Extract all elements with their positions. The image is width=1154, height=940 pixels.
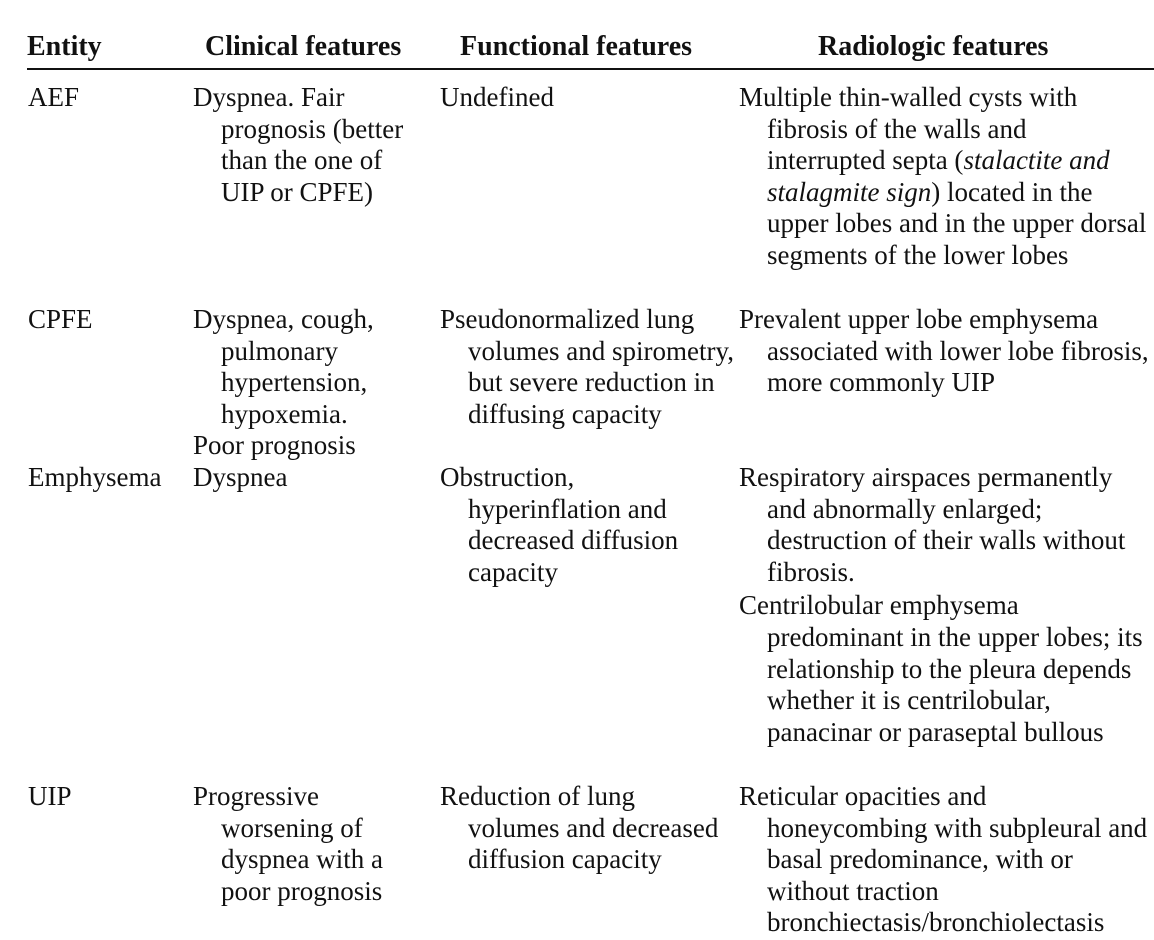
clinical-cell (193, 462, 431, 494)
header-radiologic: Radiologic features (818, 31, 1049, 62)
entity-cell: AEF (28, 82, 80, 112)
header-functional: Functional features (460, 31, 693, 62)
radiologic-cell (739, 781, 1151, 939)
entity-cell: UIP (28, 781, 72, 811)
radiologic-cell (739, 304, 1149, 399)
header-clinical: Clinical features (205, 31, 402, 62)
radiologic-text-part: ) located in the upper lobes and in the upper dorsal segments of the lower lobes (767, 176, 1147, 270)
radiologic-text: Respiratory airspaces permanently and abnormally enlarged; destruction of their walls without fibrosis. (739, 462, 1126, 587)
clinical-cell (193, 781, 431, 907)
radiologic-cell (739, 82, 1149, 272)
functional-cell (440, 462, 730, 588)
stalactite-sign-term: stalactite and stalagmite sign (767, 145, 1110, 207)
clinical-cell (193, 304, 408, 462)
functional-text: Reduction of lung volumes and decreased diffusion capacity (440, 781, 719, 875)
clinical-text: Dyspnea, cough, pulmonary hypertension, hypoxemia. (193, 304, 374, 429)
functional-text: Pseudonormalized lung volumes and spirometry, but severe reduction in diffusing capacity (440, 304, 734, 429)
functional-cell (440, 781, 730, 876)
clinical-text: Poor prognosis (193, 430, 356, 461)
radiologic-text: Reticular opacities and honeycombing with subpleural and basal predominance, with or without traction bronchiectasis/bronchiolectasis (739, 781, 1148, 938)
clinical-text: Dyspnea (193, 462, 288, 492)
functional-text: Obstruction, hyperinflation and decreased diffusion capacity (440, 462, 679, 587)
radiologic-text-part: Multiple thin-walled cysts with fibrosis of the walls and interrupted septa ( (739, 82, 1078, 176)
functional-cell (440, 304, 735, 430)
radiologic-text: Centrilobular emphysema predominant in the upper lobes; its relationship to the pleura depends whether it is centrilobular, panacinar or paraseptal bullous (739, 590, 1143, 747)
entity-cell: CPFE (28, 304, 93, 334)
clinical-cell (193, 82, 431, 208)
clinical-text: Progressive worsening of dyspnea with a poor prognosis (193, 781, 383, 906)
clinical-text: Dyspnea. Fair prognosis (better than the one of UIP or CPFE) (193, 82, 404, 207)
entity-cell: Emphysema (28, 462, 162, 492)
header-rule (27, 68, 1154, 70)
radiologic-text (739, 82, 1149, 272)
radiologic-cell (739, 462, 1149, 748)
functional-text: Undefined (440, 82, 554, 112)
functional-cell (440, 82, 730, 114)
radiologic-text: Prevalent upper lobe emphysema associated with lower lobe fibrosis, more commonly UIP (739, 304, 1149, 398)
header-entity: Entity (27, 31, 102, 62)
